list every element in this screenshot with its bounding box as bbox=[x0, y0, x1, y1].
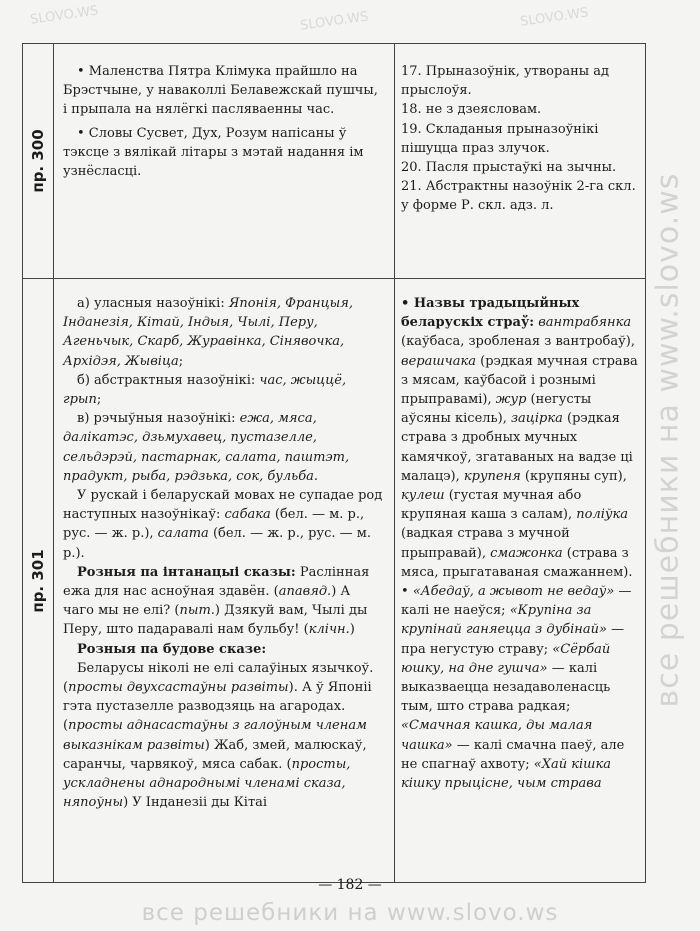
list-item: 18. не з дзеясловам. bbox=[401, 102, 542, 118]
side-watermark: все решебники на www.slovo.ws bbox=[650, 172, 686, 708]
answer-table bbox=[22, 43, 646, 883]
column-divider bbox=[53, 44, 54, 882]
row-300-right-cell bbox=[401, 62, 639, 216]
row-300-left-cell bbox=[63, 62, 385, 181]
column-divider bbox=[394, 44, 395, 882]
tile-watermark: SLOVO.WS bbox=[299, 9, 370, 34]
structure-heading: Розныя па будове сказе: bbox=[77, 641, 267, 657]
list-item: 17. Прыназоўнік, утвораны ад прыслоўя. bbox=[401, 64, 609, 99]
paragraph: • Словы Сусвет, Дух, Розум напісаны ў тэксце з вялікай літары з мэтай надання ім узнёсласці. bbox=[63, 125, 364, 180]
paragraph: • Маленства Пятра Клімука прайшло на Брэстчыне, у наваколлі Белавежскай пушчы, і прыпала на нялёгкі пасляваенны час. bbox=[63, 64, 378, 118]
row-label-300: пр. 300 bbox=[29, 129, 47, 193]
intonation-paragraph: Розныя па інтанацыі сказы: Раслінная ежа для нас асноўная здавён. (апавяд.) А чаго мы не елі? (пыт.) Дзякуй вам, Чылі ды Перу, што падаравалі нам бульбу! (клічн.) bbox=[63, 564, 370, 638]
gender-paragraph: У рускай і беларускай мовах не супадае род наступных назоўнікаў: сабака (бел. — м. р., рус. — ж. р.), салата (бел. — ж. р., рус. — м. р.). bbox=[63, 488, 383, 561]
list-item: 20. Пасля прыстаўкі на зычны. bbox=[401, 160, 617, 176]
structure-paragraph: Беларусы ніколі не елі салаўіных язычкоў. (просты двухсастаўны развіты). А ў Японіі гэта пустазелле разводзяць на агародах. (просты аднасастаўны з галоўным членам выказнікам развіты) Жаб, змей, малюскаў, саранчы, чарвякоў, мяса сабак. (просты, ускладнены аднароднымі членамі сказа, няпоўны) У Інданезіі ды Кітаі bbox=[63, 660, 374, 811]
row-301-right-cell bbox=[401, 294, 639, 793]
page-number: — 182 — bbox=[318, 877, 382, 893]
list-item: 21. Абстрактны назоўнік 2-га скл. у форме Р. скл. адз. л. bbox=[401, 179, 636, 214]
tile-watermark: SLOVO.WS bbox=[29, 3, 100, 28]
dishes-paragraph: • Назвы традыцыйных беларускіх страў: вантрабянка (каўбаса, зробленая з вантробаў), верашчака (рэдкая мучная страва з мясам, каўбасой і рознымі прыправамі), жур (негусты аўсяны кісель), зацірка (рэдкая страва з дробных мучных камячкоў, згатаваных на вадзе ці малацэ), крупеня (крупяны суп), кулеш (густая мучная або крупяная каша з салам), поліўка (вадкая страва з мучной прыправай), смажонка (страва з мяса, прыгатаваная смажаннем). bbox=[401, 296, 638, 580]
sayings-paragraph: • «Абедаў, а жывот не ведаў» — калі не наеўся; «Крупіна за крупінай ганяецца з дубінай» — пра негустую страву; «Сёрбай юшку, на дне гушча» — калі выказваецца незадаволенасць тым, што страва радкая; «Смачная кашка, ды малая чашка» — калі смачна паеў, але не спагнаў ахвоту; «Хай кішка кішку прыцісне, чым страва bbox=[401, 584, 632, 792]
row-label-301: пр. 301 bbox=[29, 548, 47, 613]
noun-group-b: б) абстрактныя назоўнікі: час, жыццё, грып; bbox=[63, 372, 347, 408]
noun-group-c: в) рэчыўныя назоўнікі: ежа, мяса, далікатэс, дзьмухавец, пустазелле, сельдэрэй, пастарнак, салата, паштэт, прадукт, рыба, рэдзька, сок, бульба. bbox=[63, 411, 350, 484]
tile-watermark: SLOVO.WS bbox=[519, 5, 590, 30]
noun-group-a: а) уласныя назоўнікі: Японія, Францыя, Інданезія, Кітай, Індыя, Чылі, Перу, Агеньчык, Скарб, Журавінка, Сінявочка, Архідэя, Жывіца; bbox=[63, 296, 353, 369]
bottom-watermark: все решебники на www.slovo.ws bbox=[141, 900, 559, 926]
row-301-left-cell bbox=[63, 294, 385, 812]
row-divider bbox=[23, 278, 645, 279]
list-item: 19. Складаныя прыназоўнікі пішуцца праз злучок. bbox=[401, 121, 599, 156]
